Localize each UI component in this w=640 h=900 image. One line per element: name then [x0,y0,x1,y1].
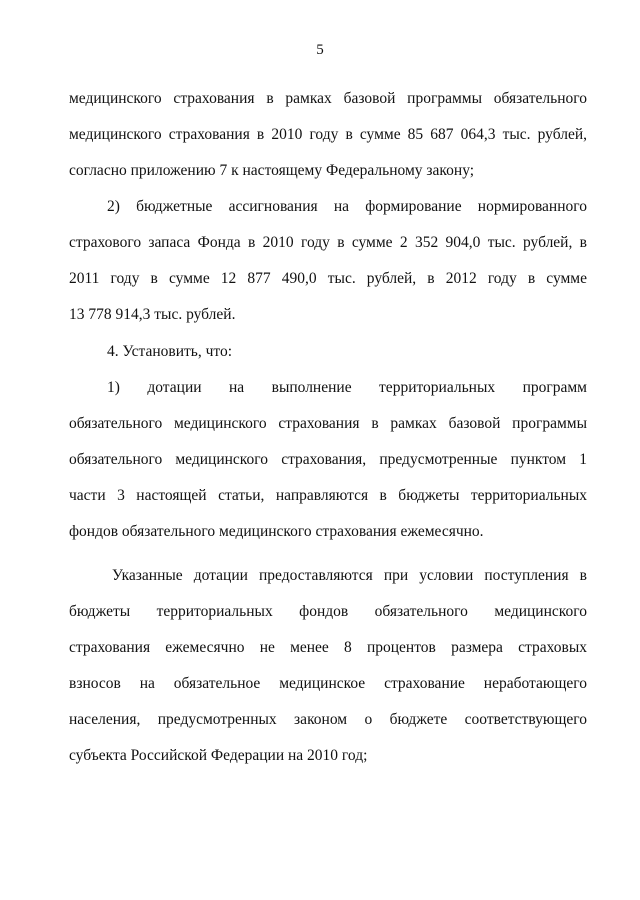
text-line-8: 4. Установить, что: [107,343,233,360]
text-line-2: медицинского страхования в 2010 году в сумме 85 687 064,3 тыс. рублей, [69,126,587,143]
text-line-18: населения, предусмотренных законом о бюджете соответствующего [69,711,587,728]
text-line-1: медицинского страхования в рамках базовой программы обязательного [69,90,587,107]
text-line-7: 13 778 914,3 тыс. рублей. [69,306,236,323]
text-line-3: согласно приложению 7 к настоящему Федеральному закону; [69,162,475,179]
text-line-6: 2011 году в сумме 12 877 490,0 тыс. рублей, в 2012 году в сумме [69,270,587,287]
text-line-10: обязательного медицинского страхования в рамках базовой программы [69,415,587,432]
page-number: 5 [316,42,324,58]
text-line-12: части 3 настоящей статьи, направляются в бюджеты территориальных [69,487,587,504]
text-line-16: страхования ежемесячно не менее 8 процентов размера страховых [69,639,587,656]
text-line-19: субъекта Российской Федерации на 2010 год; [69,747,368,764]
text-line-17: взносов на обязательное медицинское страхование неработающего [69,675,587,692]
text-line-4: 2) бюджетные ассигнования на формирование нормированного [107,198,587,215]
text-line-9: 1) дотации на выполнение территориальных программ [107,379,587,396]
text-line-13: фондов обязательного медицинского страхования ежемесячно. [69,523,484,540]
text-line-11: обязательного медицинского страхования, предусмотренные пунктом 1 [69,451,587,468]
text-line-15: бюджеты территориальных фондов обязательного медицинского [69,603,587,620]
text-line-5: страхового запаса Фонда в 2010 году в сумме 2 352 904,0 тыс. рублей, в [69,234,587,251]
text-line-14: Указанные дотации предоставляются при условии поступления в [112,567,587,584]
